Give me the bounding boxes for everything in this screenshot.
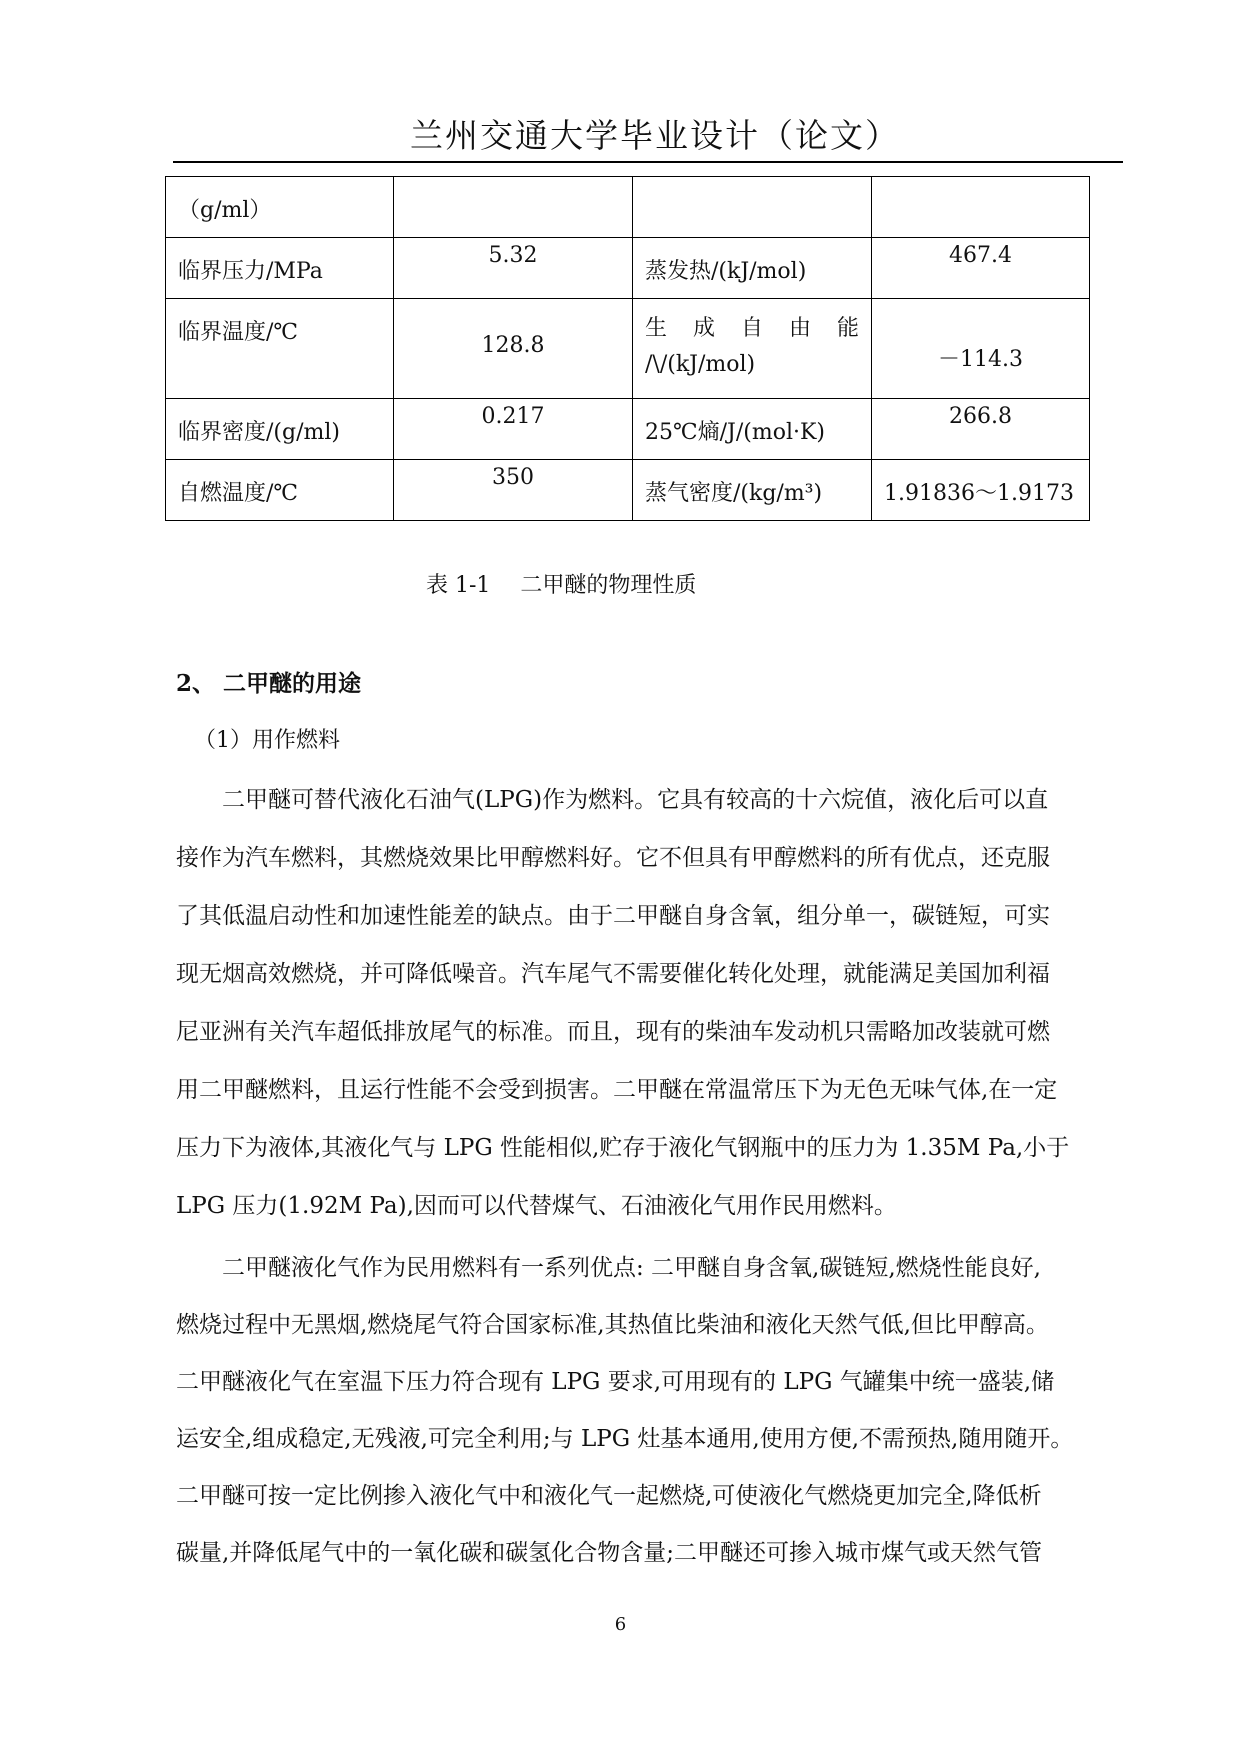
document-header-title: 兰州交通大学毕业设计（论文） [410,116,900,155]
text-line: 尼亚洲有关汽车超低排放尾气的标准。而且，现有的柴油车发动机只需略加改装就可燃 [176,1019,1050,1045]
text-line: LPG 压力(1.92M Pa),因而可以代替煤气、石油液化气用作民用燃料。 [176,1193,897,1219]
table-cell [166,460,394,521]
cell-text: （g/ml） [178,198,272,223]
table-cell [872,299,1090,399]
cell-text: 自燃温度/℃ [178,481,299,506]
cell-text: 350 [492,465,534,490]
table-row [166,177,1090,238]
header-divider [173,161,1123,163]
table-row [166,460,1090,521]
table-cell [394,177,633,238]
table-cell [872,460,1090,521]
text-line: 二甲醚液化气作为民用燃料有一系列优点: 二甲醚自身含氧,碳链短,燃烧性能良好, [176,1255,1041,1281]
subsection-heading: （1）用作燃料 [194,728,340,753]
cell-text [884,177,1077,182]
cell-text [645,177,859,182]
text-line: 接作为汽车燃料，其燃烧效果比甲醇燃料好。它不但具有甲醇燃料的所有优点，还克服 [176,845,1050,871]
body-paragraph [176,1248,1115,1590]
cell-text: －114.3 [938,347,1023,372]
cell-text: 5.32 [488,243,538,268]
text-line: 二甲醚液化气在室温下压力符合现有 LPG 要求,可用现有的 LPG 气罐集中统一盛装,储 [176,1369,1055,1395]
text-line: 碳量,并降低尾气中的一氧化碳和碳氢化合物含量;二甲醚还可掺入城市煤气或天然气管 [176,1540,1043,1566]
text-line: 用二甲醚燃料，且运行性能不会受到损害。二甲醚在常温常压下为无色无味气体,在一定 [176,1077,1058,1103]
cell-text [406,177,620,182]
table-cell [872,177,1090,238]
text-line: 二甲醚可按一定比例掺入液化气中和液化气一起燃烧,可使液化气燃烧更加完全,降低析 [176,1483,1042,1509]
caption-label: 表 1-1 [426,573,491,598]
table-cell [166,399,394,460]
cell-text: 1.91836～1.9173 [884,481,1074,506]
cell-text: 生 成 自 由 能 [645,316,859,341]
table-cell [166,177,394,238]
cell-text: 蒸气密度/(kg/m³) [645,481,823,506]
caption-text: 二甲醚的物理性质 [520,573,697,598]
cell-text: 25℃熵/J/(mol·K) [645,420,825,445]
table-cell [394,299,633,399]
table-cell [394,460,633,521]
text-line: 运安全,组成稳定,无残液,可完全利用;与 LPG 灶基本通用,使用方便,不需预热,随用随开。 [176,1426,1074,1452]
table-cell [872,399,1090,460]
table-cell [633,399,872,460]
properties-table [165,176,1090,521]
cell-text: 266.8 [949,404,1012,429]
table-row [166,399,1090,460]
table-row [166,299,1090,399]
cell-text: 0.217 [481,404,545,429]
table-caption [426,568,696,599]
section-heading: 2、 二甲醚的用途 [176,670,362,697]
table-cell [633,299,872,399]
text-line: 二甲醚可替代液化石油气(LPG)作为燃料。它具有较高的十六烷值，液化后可以直 [176,787,1049,813]
body-paragraph [176,780,1115,1244]
text-line: 现无烟高效燃烧，并可降低噪音。汽车尾气不需要催化转化处理，就能满足美国加利福 [176,961,1050,987]
cell-text: 临界密度/(g/ml) [178,420,340,445]
cell-text: 128.8 [481,333,545,358]
table-cell [166,238,394,299]
cell-text: 临界温度/℃ [178,320,299,345]
cell-text: 蒸发热/(kJ/mol) [645,259,807,284]
table-cell [633,460,872,521]
cell-text: /\/(kJ/mol) [645,352,756,377]
text-line: 燃烧过程中无黑烟,燃烧尾气符合国家标准,其热值比柴油和液化天然气低,但比甲醇高。 [176,1312,1049,1338]
table-cell [166,299,394,399]
cell-text: 临界压力/MPa [178,259,323,284]
text-line: 了其低温启动性和加速性能差的缺点。由于二甲醚自身含氧，组分单一，碳链短，可实 [176,903,1050,929]
table-cell [633,177,872,238]
table-cell [633,238,872,299]
table-cell [394,399,633,460]
cell-text: 467.4 [949,243,1012,268]
table-cell [394,238,633,299]
table-cell [872,238,1090,299]
page-number: 6 [614,1614,627,1635]
text-line: 压力下为液体,其液化气与 LPG 性能相似,贮存于液化气钢瓶中的压力为 1.35M Pa,小于 [176,1135,1070,1161]
table-row [166,238,1090,299]
